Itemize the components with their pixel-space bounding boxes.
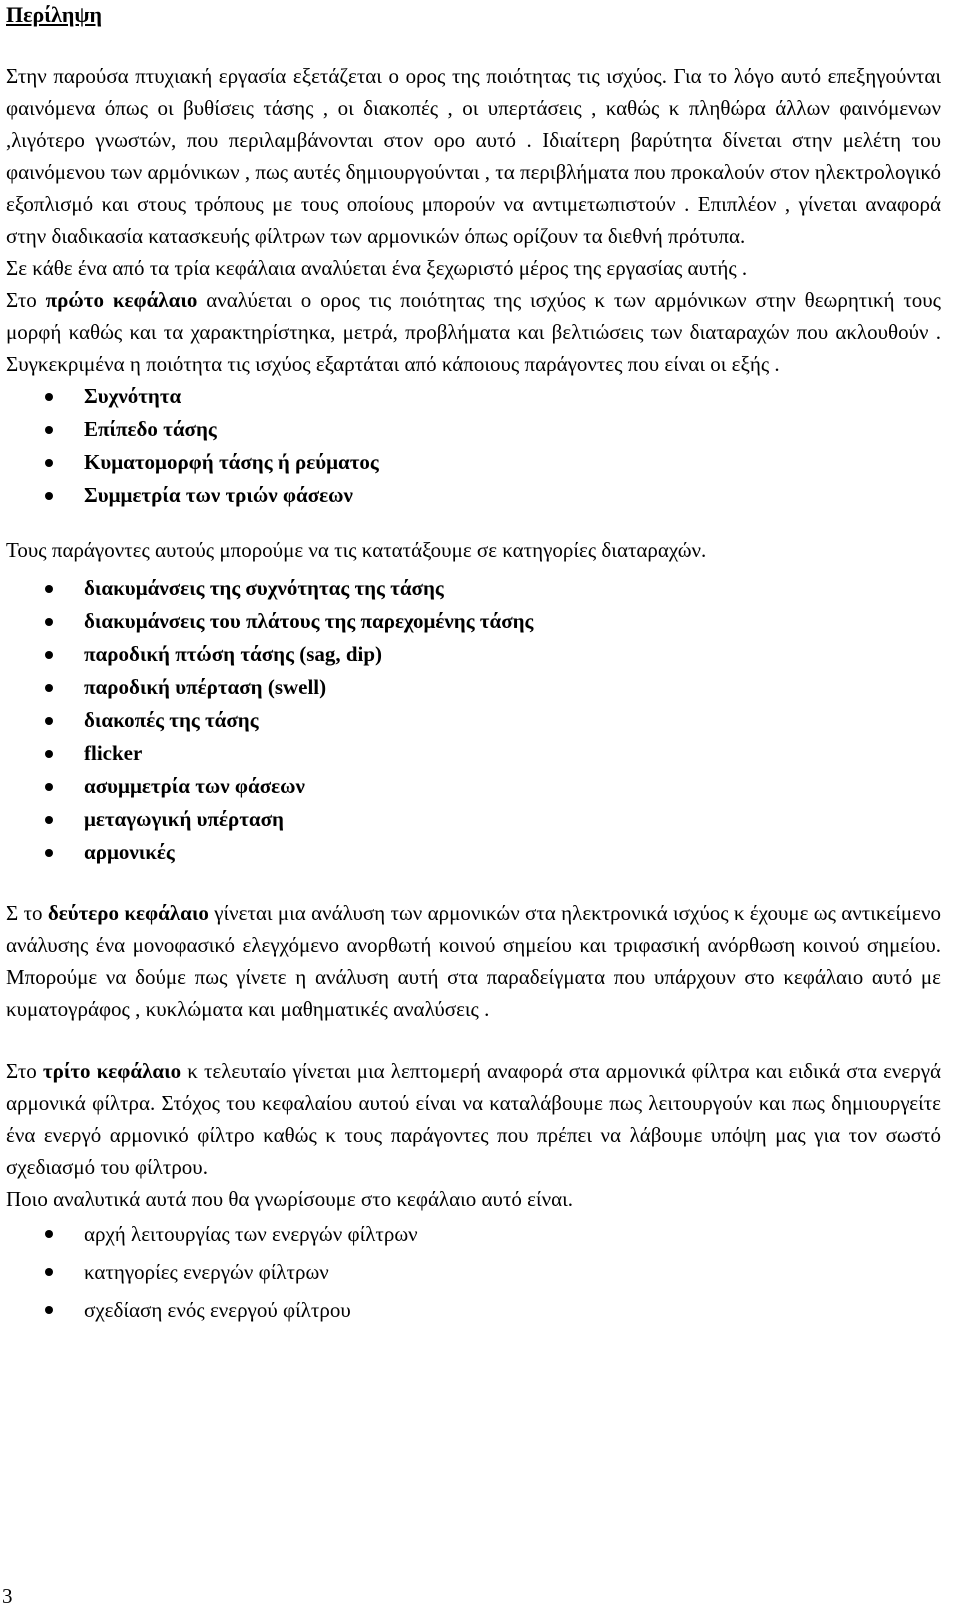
disturbance-label: flicker bbox=[84, 741, 143, 765]
list-item bbox=[6, 1215, 941, 1253]
disturbance-label: παροδική υπέρταση (swell) bbox=[84, 675, 327, 699]
chapter2-pre: Σ το bbox=[6, 901, 48, 925]
bullet-icon bbox=[45, 426, 53, 434]
bullet-icon bbox=[45, 783, 53, 791]
list-item bbox=[6, 1253, 941, 1291]
factor-label: Κυματομορφή τάσης ή ρεύματος bbox=[84, 450, 379, 474]
list-item bbox=[6, 638, 941, 671]
bullet-icon bbox=[45, 651, 53, 659]
intro-chapters-sentence: Σε κάθε ένα από τα τρία κεφάλαια αναλύεται ένα ξεχωριστό μέρος της εργασίας αυτής . bbox=[6, 256, 748, 280]
disturbance-label: παροδική πτώση τάσης (sag, dip) bbox=[84, 642, 383, 666]
disturbance-label: αρμονικές bbox=[84, 840, 175, 864]
bullet-icon bbox=[45, 393, 53, 401]
bullet-icon bbox=[45, 459, 53, 467]
bullet-icon bbox=[45, 1306, 53, 1314]
chapter3-paragraph bbox=[6, 1055, 941, 1183]
factor-label: Επίπεδο τάσης bbox=[84, 417, 217, 441]
bullet-icon bbox=[45, 618, 53, 626]
topics-list bbox=[6, 1215, 941, 1329]
list-item bbox=[6, 671, 941, 704]
chapter1-text: αναλύεται ο ορος τις ποιότητας της ισχύος κ των αρμόνικων στην θεωρητική τους μορφή καθώς και τα χαρακτηρίστηκα, μετρά, προβλήματα και βελτιώσεις των διαταραχών που ακλουθούν . Συγκεκριμένα η ποιότητα τις ισχύος εξαρτάται από κάποιους παράγοντες που είναι οι εξής . bbox=[6, 288, 941, 376]
list-item bbox=[6, 413, 941, 446]
chapter1-pre: Στο bbox=[6, 288, 46, 312]
bullet-icon bbox=[45, 1268, 53, 1276]
disturbance-label: διακοπές της τάσης bbox=[84, 708, 259, 732]
disturbance-label: ασυμμετρία των φάσεων bbox=[84, 774, 305, 798]
intro-paragraph: Στην παρούσα πτυχιακή εργασία εξετάζεται ο ορος της ποιότητας τις ισχύος. Για το λόγο αυτό επεξηγούνται φαινόμενα όπως οι βυθίσεις τάσης , οι διακοπές , οι υπερτάσεις , καθώς κ πληθώρα άλλων φαινόμενων ,λιγότερο γνωστών, που περιλαμβάνονται στον ορο αυτό . Ιδιαίτερη βαρύτητα δίνεται στην μελέτη του φαινόμενου των αρμόνικων , πως αυτές δημιουργούνται , τα περιβλήματα που προκαλούν στον ηλεκτρολογικό εξοπλισμό και στους τρόπους με τους οποίους μπορούν να αντιμετωπιστούν . Επιπλέον , γίνεται αναφορά στην διαδικασία κατασκευής φίλτρων των αρμονικών όπως ορίζουν τα διεθνή πρότυπα. bbox=[6, 64, 941, 248]
list-item bbox=[6, 380, 941, 413]
bullet-icon bbox=[45, 717, 53, 725]
list-item bbox=[6, 803, 941, 836]
page-number: 3 bbox=[2, 1584, 13, 1608]
list-item bbox=[6, 479, 941, 512]
bullet-icon bbox=[45, 1230, 53, 1238]
factor-label: Συμμετρία των τριών φάσεων bbox=[84, 483, 353, 507]
factors-list bbox=[6, 380, 941, 512]
chapter1-heading: πρώτο κεφάλαιο bbox=[45, 288, 198, 312]
chapter1-paragraph bbox=[6, 284, 941, 380]
chapter2-paragraph bbox=[6, 897, 941, 1025]
bullet-icon bbox=[45, 750, 53, 758]
bullet-icon bbox=[45, 849, 53, 857]
factor-label: Συχνότητα bbox=[84, 384, 182, 408]
bullet-icon bbox=[45, 492, 53, 500]
disturbance-label: μεταγωγική υπέρταση bbox=[84, 807, 284, 831]
list-item bbox=[6, 605, 941, 638]
chapter2-text: γίνεται μια ανάλυση των αρμονικών στα ηλεκτρονικά ισχύος κ έχουμε ως αντικείμενο ανάλυσης ένα μονοφασικό ελεγχόμενο ανορθωτή κοινού σημείου και τριφασική ανόρθωση κοινού σημείου. Μπορούμε να δούμε πως γίνετε η ανάλυση αυτή στα παραδείγματα που υπάρχουν στο κεφάλαιο αυτό με κυματογράφος , κυκλώματα και μαθηματικές αναλύσεις . bbox=[6, 901, 941, 1021]
disturbances-list bbox=[6, 572, 941, 869]
chapter3-text: κ τελευταίο γίνεται μια λεπτομερή αναφορά στα αρμονικά φίλτρα και ειδικά στα ενεργά αρμονικά φίλτρα. Στόχος του κεφαλαίου αυτού είναι να καταλάβουμε πως λειτουργούν και πως δημιουργείτε ένα ενεργό αρμονικό φίλτρο καθώς κ τους παράγοντες που πρέπει να λάβουμε υπόψη μας για τον σωστό σχεδιασμό του φίλτρου. bbox=[6, 1059, 941, 1179]
topic-label: αρχή λειτουργίας των ενεργών φίλτρων bbox=[84, 1222, 418, 1246]
list-item bbox=[6, 836, 941, 869]
bullet-icon bbox=[45, 816, 53, 824]
bullet-icon bbox=[45, 684, 53, 692]
topic-label: σχεδίαση ενός ενεργού φίλτρου bbox=[84, 1298, 351, 1322]
disturbance-label: διακυμάνσεις του πλάτους της παρεχομένης τάσης bbox=[84, 609, 534, 633]
list-item bbox=[6, 572, 941, 605]
page-title: Περίληψη bbox=[6, 2, 103, 27]
chapter2-heading: δεύτερο κεφάλαιο bbox=[47, 901, 209, 925]
chapter3-list-intro: Ποιο αναλυτικά αυτά που θα γνωρίσουμε στο κεφάλαιο αυτό είναι. bbox=[6, 1187, 573, 1211]
list-item bbox=[6, 446, 941, 479]
chapter3-heading: τρίτο κεφάλαιο bbox=[42, 1059, 182, 1083]
categories-intro: Τους παράγοντες αυτούς μπορούμε να τις κατατάξουμε σε κατηγορίες διαταραχών. bbox=[6, 538, 707, 562]
list-item bbox=[6, 737, 941, 770]
chapter3-pre: Στο bbox=[6, 1059, 43, 1083]
document-page bbox=[6, 0, 941, 1329]
list-item bbox=[6, 704, 941, 737]
list-item bbox=[6, 1291, 941, 1329]
disturbance-label: διακυμάνσεις της συχνότητας της τάσης bbox=[84, 576, 444, 600]
bullet-icon bbox=[45, 585, 53, 593]
topic-label: κατηγορίες ενεργών φίλτρων bbox=[84, 1260, 329, 1284]
list-item bbox=[6, 770, 941, 803]
